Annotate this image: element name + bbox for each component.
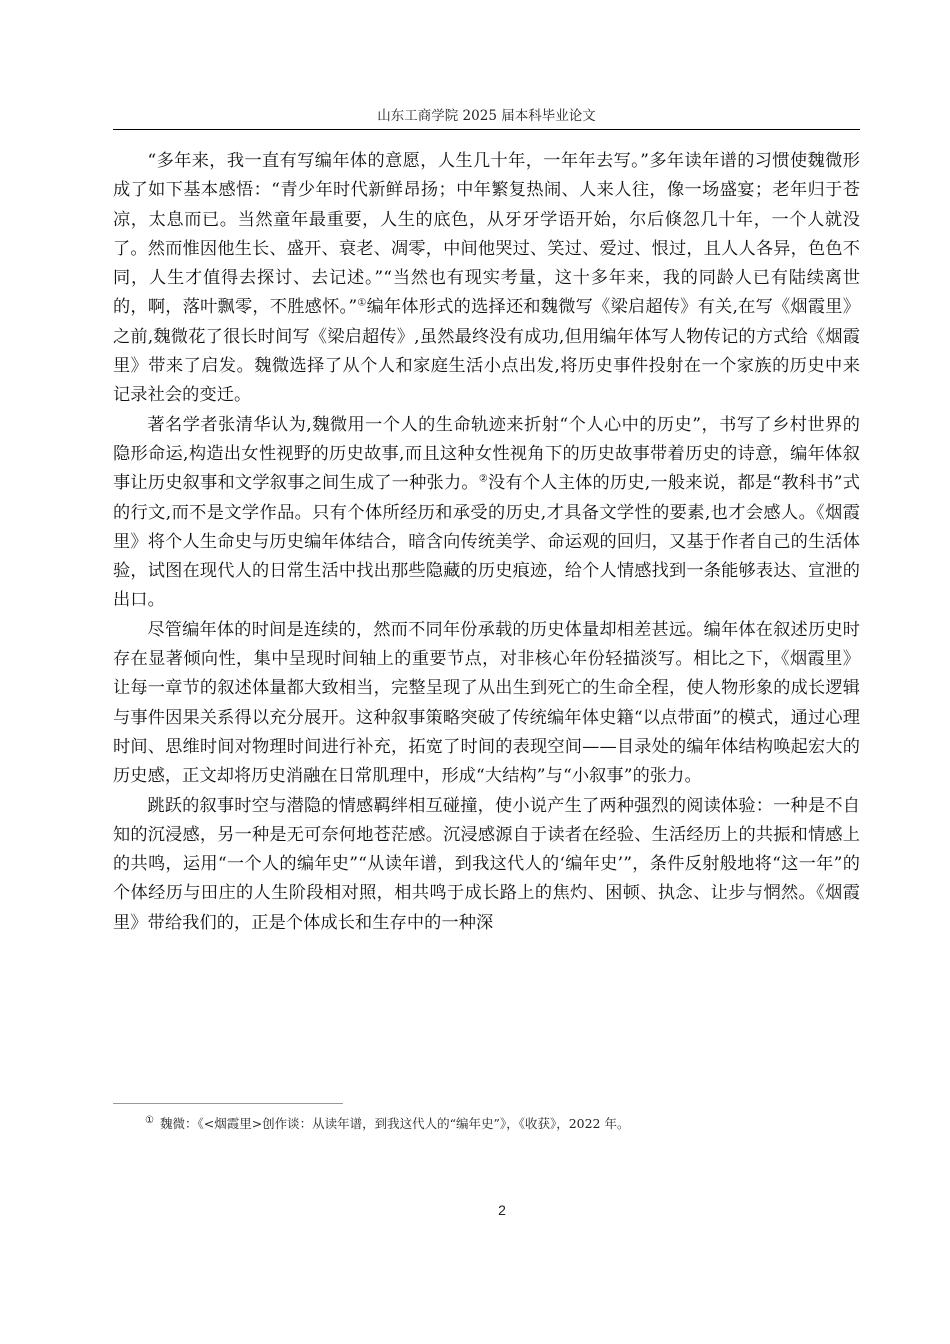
footnote-ref-1[interactable]: ① xyxy=(357,297,367,309)
paragraph-1-text: “多年来，我一直有写编年体的意愿，人生几十年，一年年去写。”多年读年谱的习惯使魏微形成了如下基本感悟：“青少年时代新鲜昂扬；中年繁复热闹、人来人往，像一场盛宴；老年归于苍凉，太息而已。当然童年最重要，人生的底色，从牙牙学语开始，尔后倏忽几十年，一个人就没了。然而惟因他生长、盛开、衰老、凋零，中间他哭过、笑过、爱过、恨过，且人人各异，色色不同，人生才值得去探讨、去记述。”“当然也有现实考量，这十多年来，我的同龄人已有陆续离世的，啊，落叶飘零，不胜感怀。” xyxy=(113,151,860,318)
page-number: 2 xyxy=(498,1202,506,1218)
paragraph-3 xyxy=(113,616,860,792)
header-rule xyxy=(113,129,860,130)
paragraph-4 xyxy=(113,792,860,938)
footnote-text: 魏微：《<烟霞里>创作谈：从读年谱，到我这代人的“编年史”》，《收获》，2022 年。 xyxy=(159,1116,630,1131)
footnote xyxy=(145,1114,860,1134)
running-header: 山东工商学院 2025 届本科毕业论文 xyxy=(377,108,596,124)
paragraph-4-text: 跳跃的叙事时空与潜隐的情感羁绊相互碰撞，使小说产生了两种强烈的阅读体验：一种是不自知的沉浸感，另一种是无可奈何地苍茫感。沉浸感源自于读者在经验、生活经历上的共振和情感上的共鸣，运用“一个人的编年史”“从读年谱，到我这代人的‘编年史’”，条件反射般地将“这一年”的个体经历与田庄的人生阶段相对照，相共鸣于成长路上的焦灼、困顿、执念、让步与惘然。《烟霞里》带给我们的，正是个体成长和生存中的一种深 xyxy=(113,795,860,933)
paragraph-2-text: 著名学者张清华认为,魏微用一个人的生命轨迹来折射“个人心中的历史”，书写了乡村世界的隐形命运,构造出女性视野的历史故事,而且这种女性视角下的历史故事带着历史的诗意，编年体叙事让历史叙事和文学叙事之间生成了一种张力。 xyxy=(113,414,860,494)
paragraph-2-text-cont: 没有个人主体的历史,一般来说，都是“教科书”式的行文,而不是文学作品。只有个体所经历和承受的历史,才具备文学性的要素,也才会感人。《烟霞里》将个人生命史与历史编年体结合，暗含向传统美学、命运观的回归，又基于作者自己的生活体验，试图在现代人的日常生活中找出那些隐藏的历史痕迹，给个人情感找到一条能够表达、宣泄的出口。 xyxy=(113,473,860,611)
footnote-separator xyxy=(113,1103,343,1104)
paragraph-1 xyxy=(113,147,860,411)
body-text xyxy=(113,147,860,938)
footnote-ref-2[interactable]: ② xyxy=(478,473,489,485)
footnote-mark: ① xyxy=(145,1114,154,1126)
paragraph-3-text: 尽管编年体的时间是连续的，然而不同年份承载的历史体量却相差甚远。编年体在叙述历史时存在显著倾向性，集中呈现时间轴上的重要节点，对非核心年份轻描淡写。相比之下，《烟霞里》让每一章节的叙述体量都大致相当，完整呈现了从出生到死亡的生命全程，使人物形象的成长逻辑与事件因果关系得以充分展开。这种叙事策略突破了传统编年体史籍“以点带面”的模式，通过心理时间、思维时间对物理时间进行补充，拓宽了时间的表现空间——目录处的编年体结构唤起宏大的历史感，正文却将历史消融在日常肌理中，形成“大结构”与“小叙事”的张力。 xyxy=(113,619,860,787)
paragraph-1-text-cont: 编年体形式的选择还和魏微写《梁启超传》有关,在写《烟霞里》之前,魏微花了很长时间写《梁启超传》,虽然最终没有成功,但用编年体写人物传记的方式给《烟霞里》带来了启发。魏微选择了从个人和家庭生活小点出发,将历史事件投射在一个家族的历史中来记录社会的变迁。 xyxy=(113,297,860,406)
paragraph-2 xyxy=(113,411,860,616)
